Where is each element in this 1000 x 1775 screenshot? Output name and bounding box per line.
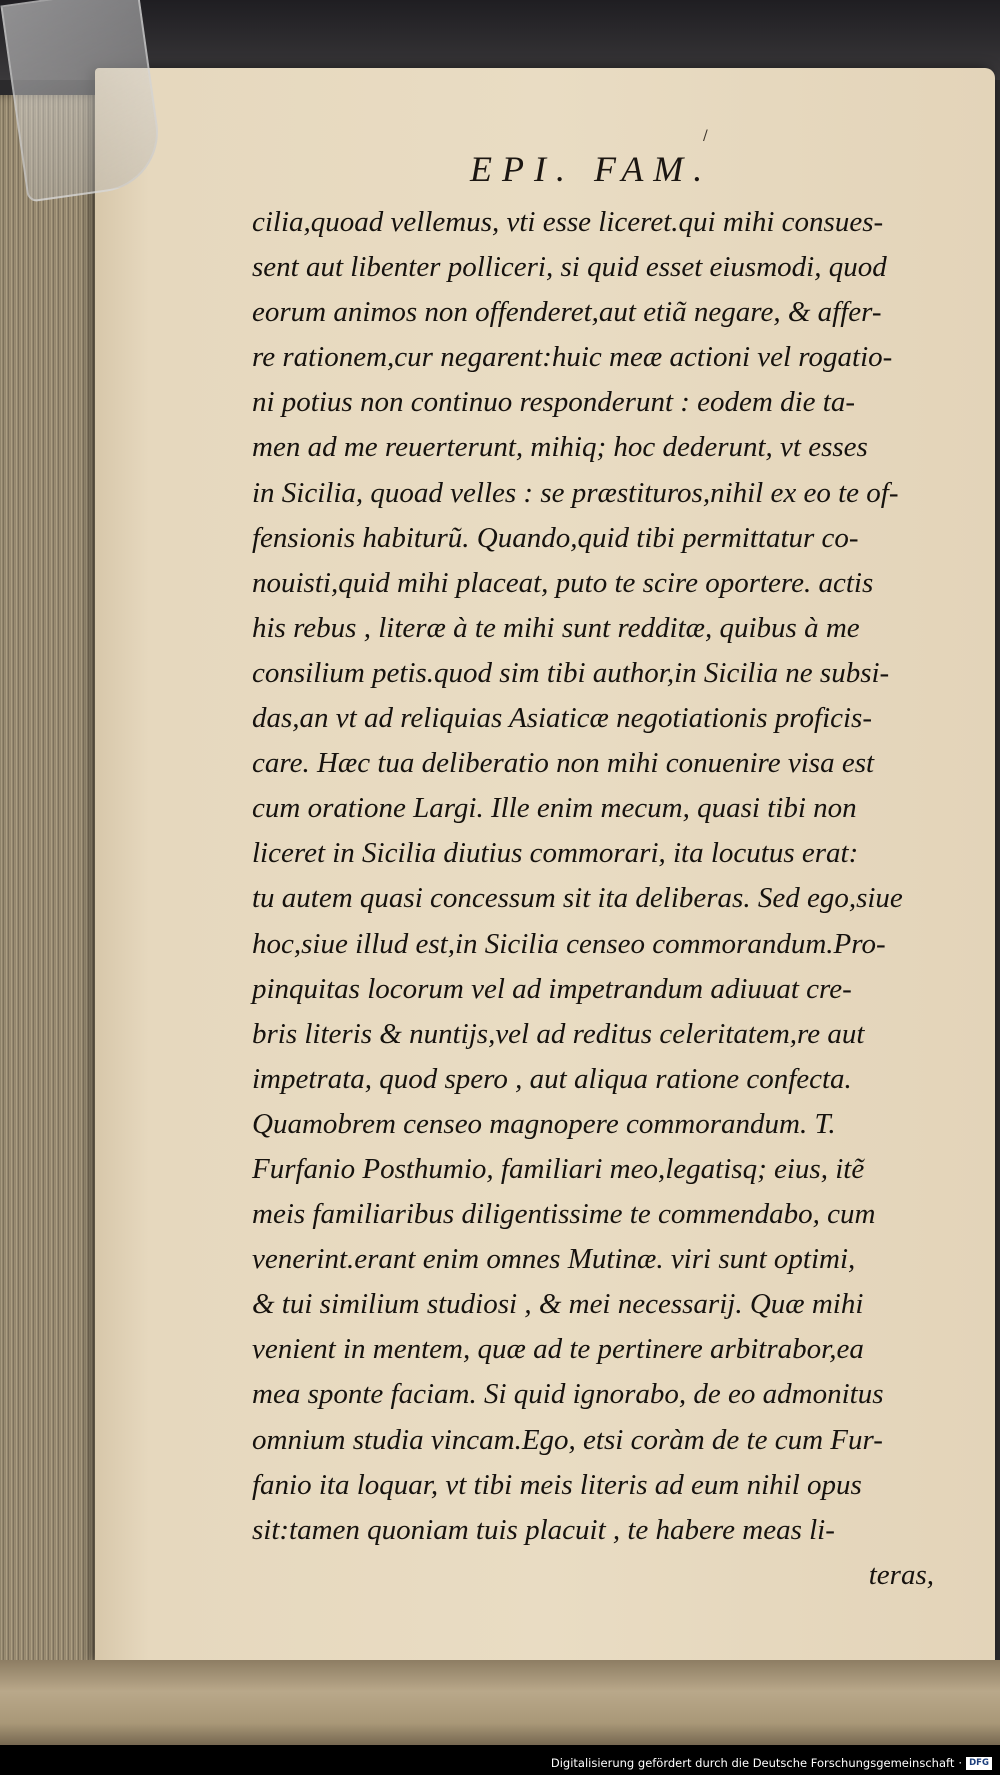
text-line: meis familiaribus diligentissime te commendabo, cum <box>252 1198 876 1231</box>
text-line: cum oratione Largi. Ille enim mecum, quasi tibi non <box>252 792 857 825</box>
text-line: hoc,siue illud est,in Sicilia censeo commorandum.Pro- <box>252 927 886 960</box>
text-line: bris literis & nuntijs,vel ad reditus celeritatem,re aut <box>252 1017 865 1050</box>
dfg-logo-icon: DFG <box>966 1757 992 1770</box>
text-line: care. Hæc tua deliberatio non mihi conuenire visa est <box>252 747 875 780</box>
book-page-edges <box>0 95 105 1675</box>
text-line: consilium petis.quod sim tibi author,in Sicilia ne subsi- <box>252 656 890 689</box>
page-mark: / <box>703 128 708 144</box>
text-line: eorum animos non offenderet,aut etiã negare, & affer- <box>252 296 882 329</box>
text-line: impetrata, quod spero , aut aliqua ratione confecta. <box>252 1062 852 1095</box>
text-line: men ad me reuerterunt, mihiq; hoc dederunt, vt esses <box>252 431 868 464</box>
text-line: venient in mentem, quæ ad te pertinere arbitrabor,ea <box>252 1333 864 1366</box>
funding-credit: Digitalisierung gefördert durch die Deutsche Forschungsgemeinschaft · DFG <box>551 1755 992 1771</box>
body-text <box>252 200 964 1598</box>
text-line: liceret in Sicilia diutius commorari, ita locutus erat: <box>252 837 859 870</box>
text-line: his rebus , literæ à te mihi sunt redditæ, quibus à me <box>252 611 860 644</box>
text-line: ni potius non continuo responderunt : eodem die ta- <box>252 386 856 419</box>
text-line: fanio ita loquar, vt tibi meis literis ad eum nihil opus <box>252 1468 862 1501</box>
text-line: Quamobrem censeo magnopere commorandum. T. <box>252 1107 836 1140</box>
text-line: das,an vt ad reliquias Asiaticæ negotiationis proficis- <box>252 702 873 735</box>
text-line: re rationem,cur negarent:huic meæ actioni vel rogatio- <box>252 341 893 374</box>
text-line: & tui similium studiosi , & mei necessarij. Quæ mihi <box>252 1288 864 1321</box>
text-line: in Sicilia, quoad velles : se præstituros,nihil ex eo te of- <box>252 476 899 509</box>
running-header: EPI. FAM. <box>470 149 713 189</box>
text-line: nouisti,quid mihi placeat, puto te scire oportere. actis <box>252 566 874 599</box>
text-line: sit:tamen quoniam tuis placuit , te habere meas li- <box>252 1513 835 1546</box>
book-cover-edge <box>0 1660 1000 1750</box>
text-line: tu autem quasi concessum sit ita deliberas. Sed ego,siue <box>252 882 903 915</box>
funding-credit-text: Digitalisierung gefördert durch die Deutsche Forschungsgemeinschaft <box>550 1756 955 1770</box>
text-line: cilia,quoad vellemus, vti esse liceret.qui mihi consues- <box>252 206 884 238</box>
text-line: Furfanio Posthumio, familiari meo,legatisq; eius, itẽ <box>252 1152 865 1185</box>
text-line: fensionis habiturũ. Quando,quid tibi permittatur co- <box>252 521 859 554</box>
text-line: teras, <box>868 1558 934 1591</box>
text-line: venerint.erant enim omnes Mutinæ. viri sunt optimi, <box>252 1243 856 1276</box>
glass-clip-icon <box>0 0 165 203</box>
text-line: sent aut libenter polliceri, si quid esset eiusmodi, quod <box>252 251 887 284</box>
text-line: pinquitas locorum vel ad impetrandum adiuuat cre- <box>252 972 852 1005</box>
text-line: mea sponte faciam. Si quid ignorabo, de eo admonitus <box>252 1378 884 1411</box>
text-line: omnium studia vincam.Ego, etsi coràm de te cum Fur- <box>252 1423 883 1456</box>
